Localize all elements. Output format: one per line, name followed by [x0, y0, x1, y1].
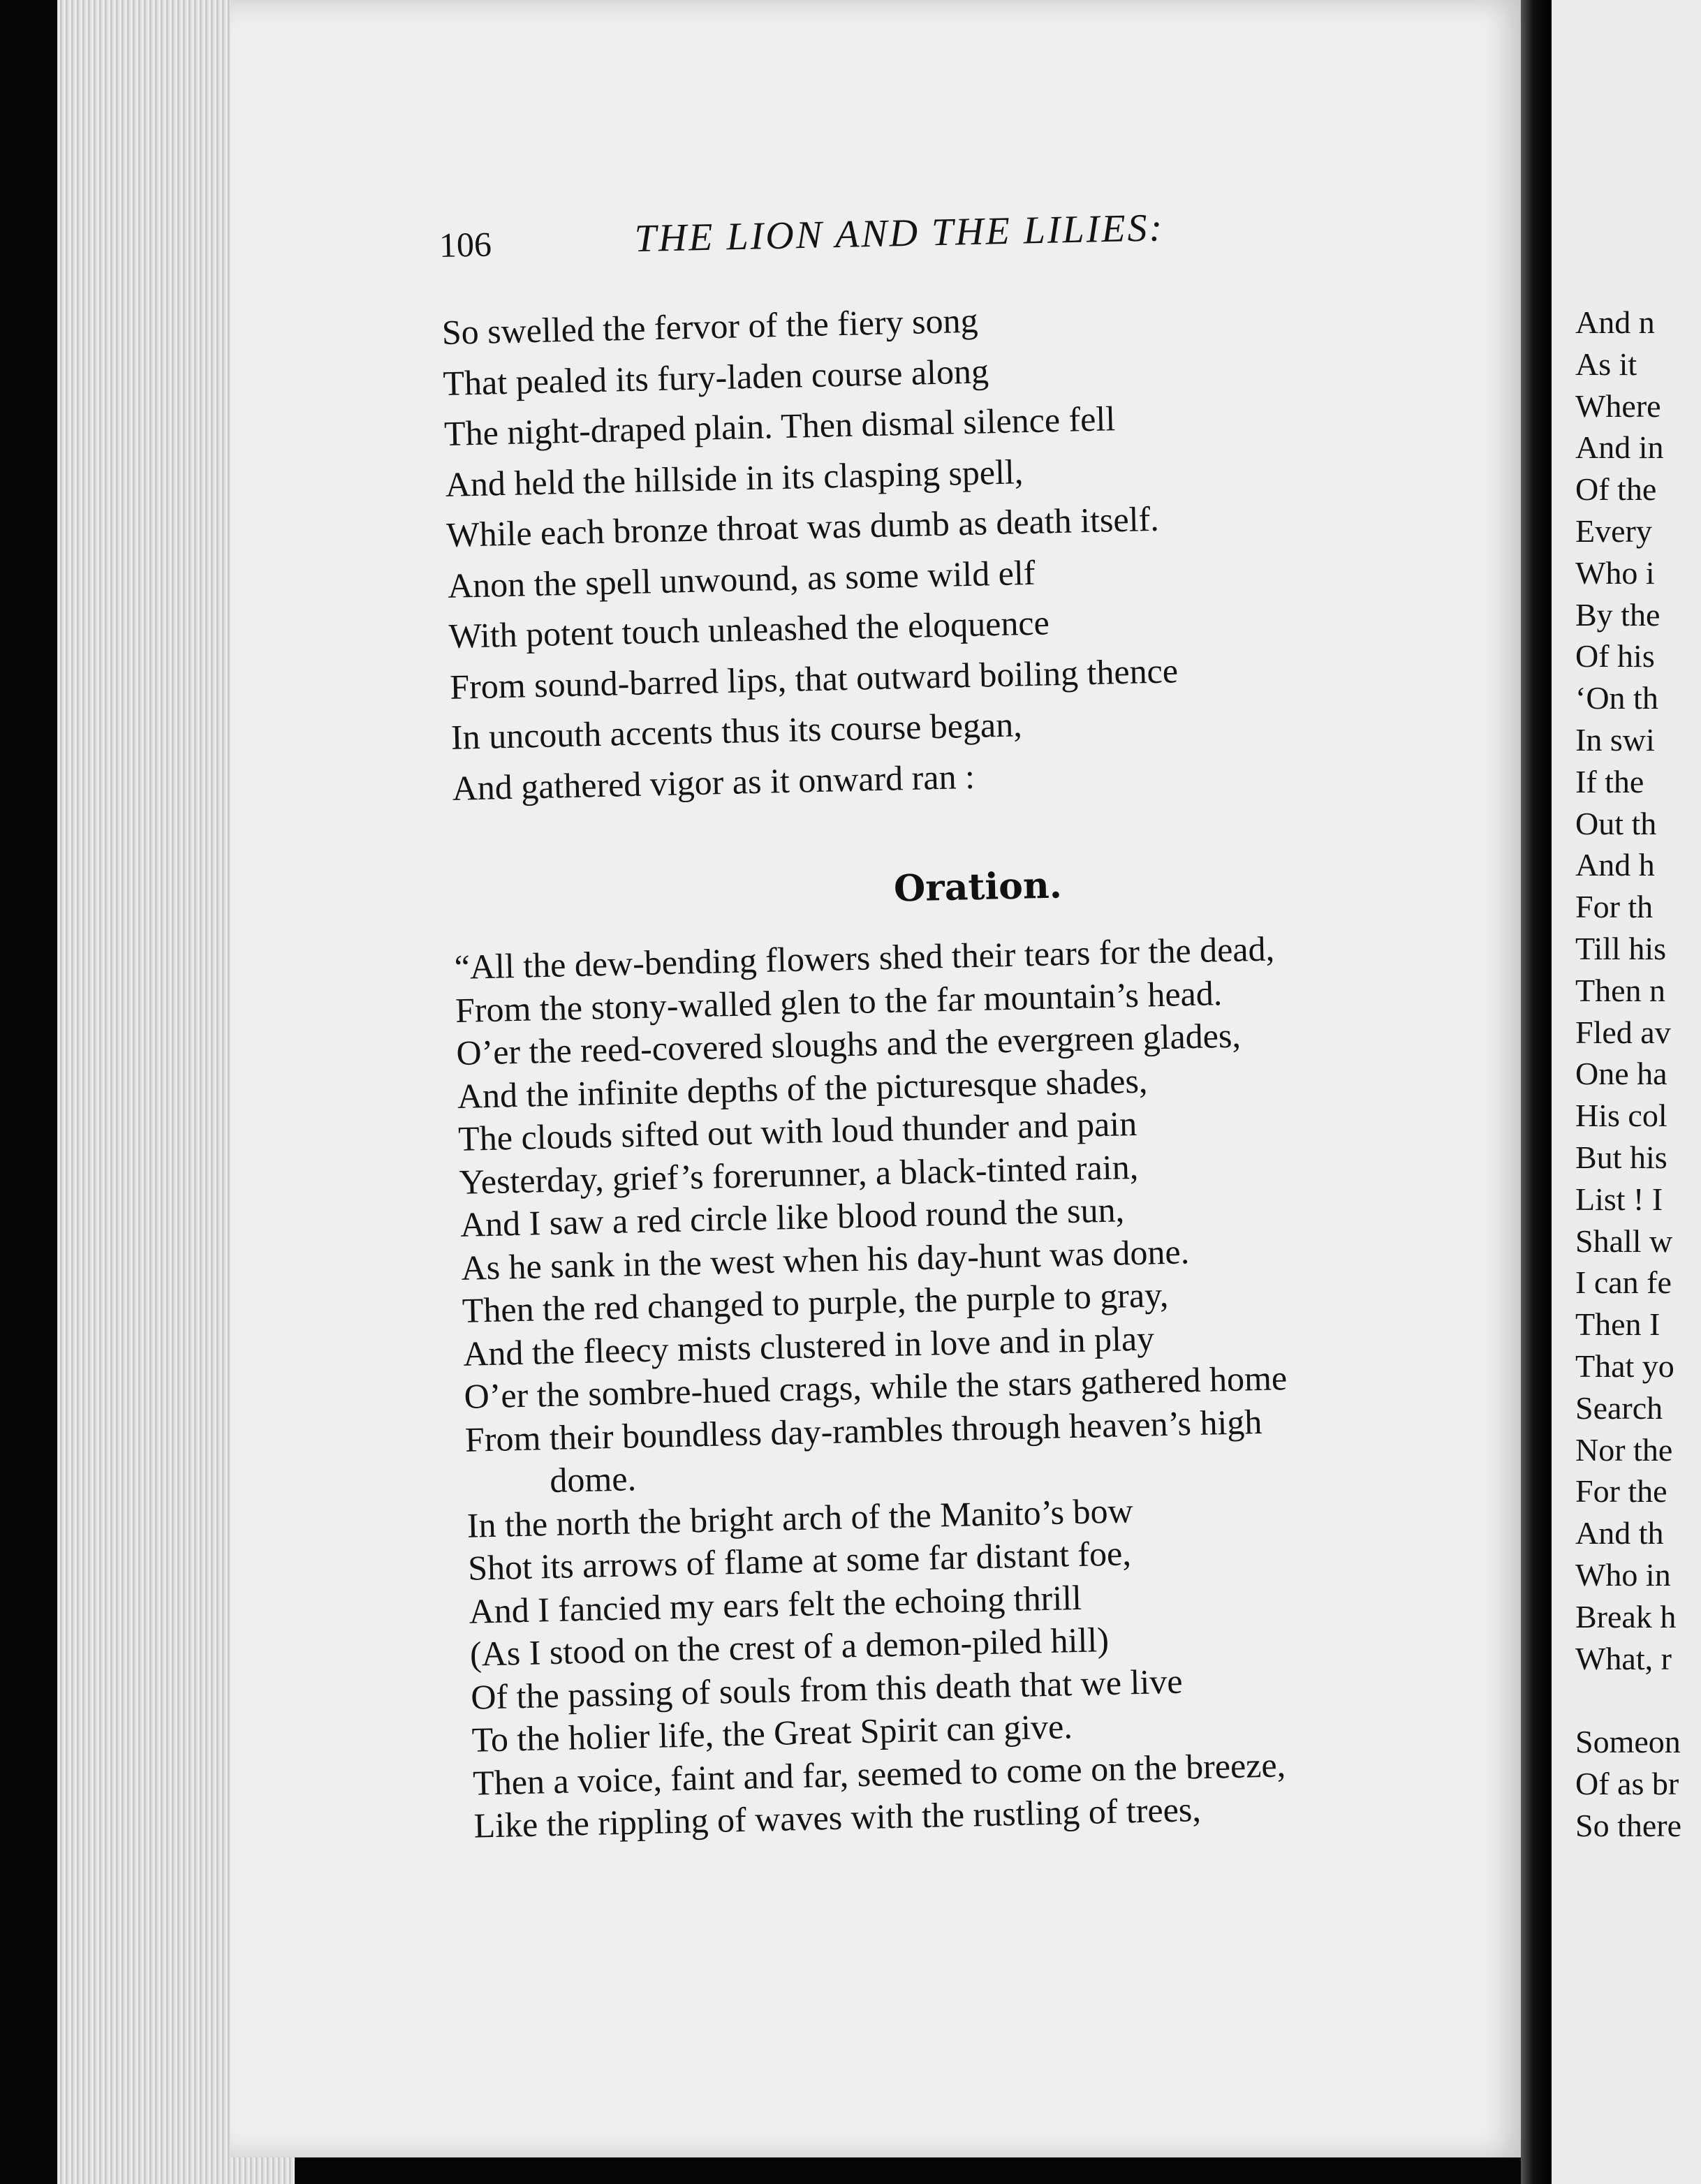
facing-page-fragment: That yo — [1575, 1348, 1674, 1384]
facing-page-fragment: Till his — [1575, 930, 1667, 966]
verse-line: From sound-barred lips, that outward boiling thence — [449, 650, 1179, 707]
verse-line: Then the red changed to purple, the purple to gray, — [462, 1274, 1169, 1330]
facing-page-fragment: In swi — [1575, 721, 1655, 758]
facing-page-fragment: His col — [1575, 1098, 1667, 1134]
verse-line-continuation: dome. — [549, 1459, 637, 1500]
verse-line: Then a voice, faint and far, seemed to come on the breeze, — [472, 1744, 1286, 1803]
facing-page-fragment: Someon — [1575, 1724, 1681, 1760]
oration-stanza — [454, 923, 1487, 1847]
facing-page-fragment: What, r — [1575, 1640, 1672, 1676]
facing-page-fragment: Where — [1575, 388, 1661, 424]
facing-page-fragment: One ha — [1575, 1056, 1667, 1092]
verse-line: The clouds sifted out with loud thunder and pain — [457, 1103, 1137, 1158]
verse-line: Of the passing of souls from this death that we live — [470, 1661, 1184, 1717]
intro-stanza — [441, 284, 1465, 813]
book-gutter — [1521, 0, 1552, 2184]
verse-line: O’er the sombre-hued crags, while the stars gathered home — [463, 1358, 1288, 1416]
facing-page-fragment: Who i — [1575, 554, 1655, 591]
verse-line: And the infinite depths of the picturesque shades, — [457, 1061, 1148, 1116]
facing-page-fragment: And in — [1575, 429, 1664, 466]
facing-page-fragment: Of his — [1575, 638, 1655, 674]
verse-line: Anon the spell unwound, as some wild elf — [447, 552, 1036, 605]
verse-line: And the fleecy mists clustered in love and in play — [462, 1318, 1155, 1373]
facing-page-fragment: Every — [1575, 512, 1652, 549]
verse-line: From the stony-walled glen to the far mountain’s head. — [455, 973, 1223, 1030]
verse-line: And I fancied my ears felt the echoing thrill — [468, 1577, 1082, 1631]
facing-page-fragment: I can fe — [1575, 1264, 1672, 1301]
verse-line: O’er the reed-covered sloughs and the evergreen glades, — [455, 1015, 1242, 1072]
facing-page-fragment: Then n — [1575, 972, 1666, 1008]
verse-line: Shot its arrows of flame at some far distant foe, — [467, 1533, 1132, 1588]
facing-page-fragment: Out th — [1575, 805, 1657, 841]
facing-page-fragment: Fled av — [1575, 1014, 1671, 1050]
facing-page-fragment: ‘On th — [1575, 680, 1658, 716]
running-head: THE LION AND THE LILIES: — [634, 206, 1165, 261]
facing-page-fragment: As it — [1575, 346, 1637, 382]
page-number: 106 — [439, 224, 492, 265]
facing-page-fragment: Nor the — [1575, 1431, 1673, 1468]
verse-line: In the north the bright arch of the Manito’s bow — [466, 1490, 1134, 1545]
facing-page-fragment: If the — [1575, 763, 1644, 799]
verse-line: That pealed its fury-laden course along — [442, 351, 989, 403]
facing-page-fragment: For the — [1575, 1473, 1667, 1510]
facing-page-fragment: Break h — [1575, 1598, 1677, 1635]
verse-line: While each bronze throat was dumb as death itself. — [446, 499, 1160, 554]
facing-page-fragment: And n — [1575, 304, 1655, 340]
facing-page-fragment: Of as br — [1575, 1765, 1679, 1801]
verse-line: The night-draped plain. Then dismal silence fell — [443, 399, 1116, 453]
verse-line: So swelled the fervor of the fiery song — [441, 300, 979, 352]
facing-page-fragment: Then I — [1575, 1306, 1660, 1343]
verse-line: In uncouth accents thus its course began, — [450, 704, 1023, 757]
facing-page-fragment: Of the — [1575, 471, 1657, 508]
facing-page-text — [1575, 302, 1681, 1846]
facing-page-fragment: Shall w — [1575, 1223, 1673, 1259]
verse-line: Yesterday, grief’s forerunner, a black-tinted rain, — [459, 1146, 1139, 1202]
facing-page-fragment — [1575, 1679, 1681, 1721]
verse-line: And held the hillside in its clasping spell, — [445, 451, 1024, 504]
verse-line: And gathered vigor as it onward ran : — [451, 756, 975, 808]
facing-page-fragment: Search — [1575, 1389, 1663, 1426]
verse-line: (As I stood on the crest of a demon-piled hill) — [469, 1619, 1110, 1674]
verse-line: “All the dew-bending flowers shed their tears for the dead, — [454, 929, 1275, 987]
verse-line: As he sank in the west when his day-hunt was done. — [460, 1231, 1190, 1287]
facing-page-fragment: Who in — [1575, 1556, 1671, 1593]
facing-page-fragment: For th — [1575, 889, 1654, 925]
facing-page-fragment: So there — [1575, 1807, 1682, 1843]
verse-line: And I saw a red circle like blood round the sun, — [459, 1190, 1125, 1244]
verse-line: With potent touch unleashed the eloquence — [448, 603, 1050, 656]
facing-page-fragment: List ! I — [1575, 1181, 1663, 1217]
verse-line: To the holier life, the Great Spirit can give. — [471, 1706, 1073, 1759]
section-title: Oration. — [893, 864, 1063, 910]
facing-page-fragment: But his — [1575, 1139, 1667, 1175]
facing-page-fragment: By the — [1575, 596, 1660, 633]
facing-page-fragment: And th — [1575, 1515, 1664, 1551]
facing-page-fragment: And h — [1575, 847, 1655, 883]
verse-line: Like the rippling of waves with the rustling of trees, — [473, 1790, 1202, 1845]
verse-line: From their boundless day-rambles through heaven’s high — [464, 1401, 1262, 1459]
